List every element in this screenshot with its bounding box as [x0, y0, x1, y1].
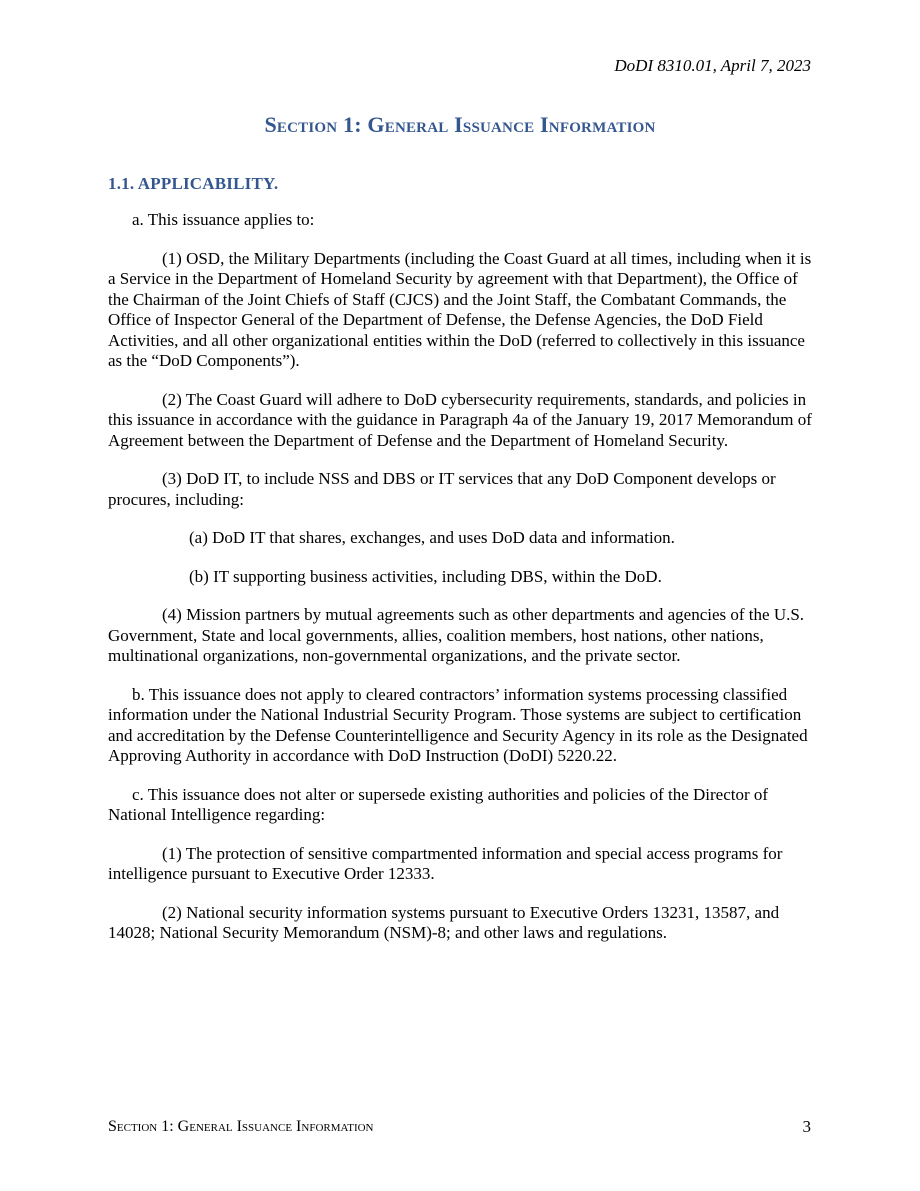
paragraph-c: c. This issuance does not alter or supersede existing authorities and policies of the Director of National Intelligence regarding:	[108, 784, 769, 824]
paragraph-a-3-b: (b) IT supporting business activities, including DBS, within the DoD.	[189, 566, 662, 586]
running-header: DoDI 8310.01, April 7, 2023	[614, 56, 811, 75]
paragraph-b: b. This issuance does not apply to cleared contractors’ information systems processing classified information under the National Industrial Security Program. Those systems are subject to certification and accreditation by the Defense Counterintelligence and Security Agency in its role as the Designated Approving Authority in accordance with DoD Instruction (DoDI) 5220.22.	[108, 684, 808, 765]
paragraph-a: a. This issuance applies to:	[132, 210, 315, 229]
paragraph-c-2: (2) National security information systems pursuant to Executive Orders 13231, 13587, and 14028; National Security Memorandum (NSM)-8; and other laws and regulations.	[108, 902, 780, 942]
document-body	[108, 210, 815, 962]
paragraph-a-3: (3) DoD IT, to include NSS and DBS or IT services that any DoD Component develops or procures, including:	[108, 469, 776, 509]
paragraph-a-3-a: (a) DoD IT that shares, exchanges, and uses DoD data and information.	[189, 528, 675, 547]
subsection-heading: 1.1. APPLICABILITY.	[108, 174, 279, 193]
paragraph-a-2: (2) The Coast Guard will adhere to DoD cybersecurity requirements, standards, and policies in this issuance in accordance with the guidance in Paragraph 4a of the January 19, 2017 Memorandum of Agreement between the Department of Defense and the Department of Homeland Security.	[108, 389, 812, 450]
running-footer: Section 1: General Issuance Information	[108, 1118, 374, 1135]
paragraph-c-1: (1) The protection of sensitive compartmented information and special access programs for intelligence pursuant to Executive Order 12333.	[108, 843, 783, 883]
paragraph-a-1: (1) OSD, the Military Departments (including the Coast Guard at all times, including when it is a Service in the Department of Homeland Security by agreement with that Department), the Office of the Chairman of the Joint Chiefs of Staff (CJCS) and the Joint Staff, the Combatant Commands, the Office of Inspector General of the Department of Defense, the Defense Agencies, the DoD Field Activities, and all other organizational entities within the DoD (referred to collectively in this issuance as the “DoD Components”).	[108, 248, 812, 370]
page-number: 3	[802, 1117, 811, 1136]
section-title: Section 1: General Issuance Information	[264, 112, 656, 137]
paragraph-a-4: (4) Mission partners by mutual agreements such as other departments and agencies of the U.S. Government, State and local governments, allies, coalition members, host nations, other nations, multinational organizations, non-governmental organizations, and the private sector.	[108, 605, 805, 665]
